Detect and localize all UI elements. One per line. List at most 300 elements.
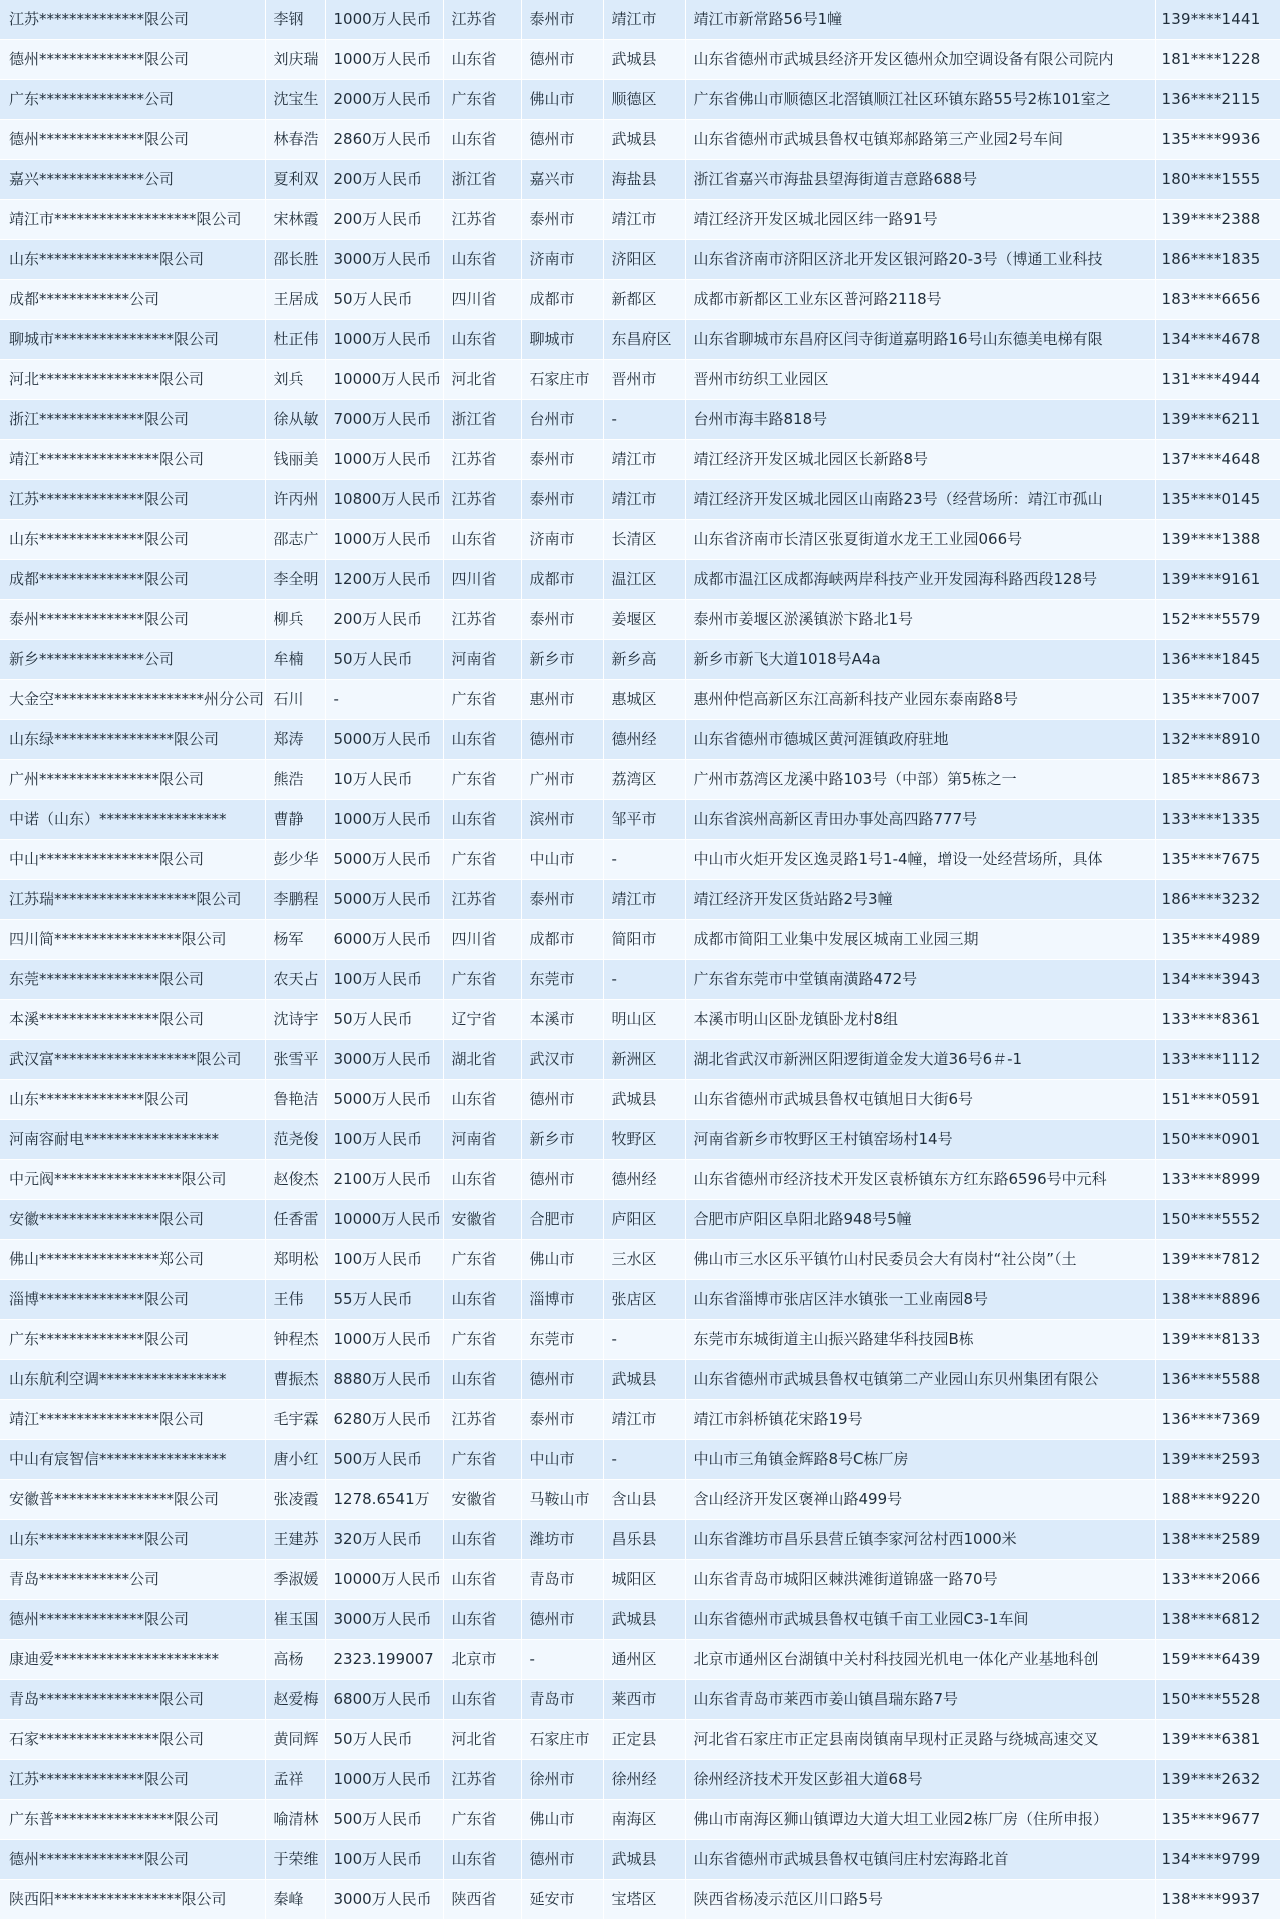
district-cell: 昌乐县 <box>603 1520 685 1560</box>
province-cell: 山东省 <box>443 1360 521 1400</box>
registered-capital-cell: 7000万人民币 <box>325 400 443 440</box>
registered-capital-cell: 5000万人民币 <box>325 1080 443 1120</box>
phone-cell: 139****2593 <box>1155 1440 1280 1480</box>
city-cell: 石家庄市 <box>521 360 603 400</box>
province-cell: 江苏省 <box>443 880 521 920</box>
contact-name-cell: 许丙州 <box>265 480 325 520</box>
contact-name-cell: 喻清林 <box>265 1800 325 1840</box>
province-cell: 广东省 <box>443 680 521 720</box>
company-name-cell: 山东**************限公司 <box>0 520 265 560</box>
table-row <box>0 560 1280 600</box>
table-row <box>0 1160 1280 1200</box>
contact-name-cell: 熊浩 <box>265 760 325 800</box>
province-cell: 广东省 <box>443 1800 521 1840</box>
province-cell: 广东省 <box>443 1240 521 1280</box>
address-cell: 山东省德州市武城县鲁权屯镇千亩工业园C3-1车间 <box>685 1600 1155 1640</box>
district-cell: 姜堰区 <box>603 600 685 640</box>
province-cell: 广东省 <box>443 1320 521 1360</box>
contact-name-cell: 鲁艳洁 <box>265 1080 325 1120</box>
company-name-cell: 青岛****************限公司 <box>0 1680 265 1720</box>
table-row <box>0 1400 1280 1440</box>
city-cell: 德州市 <box>521 1360 603 1400</box>
registered-capital-cell: 500万人民币 <box>325 1440 443 1480</box>
province-cell: 四川省 <box>443 280 521 320</box>
registered-capital-cell: 5000万人民币 <box>325 720 443 760</box>
district-cell: 温江区 <box>603 560 685 600</box>
city-cell: 德州市 <box>521 1840 603 1880</box>
phone-cell: 133****1335 <box>1155 800 1280 840</box>
company-name-cell: 本溪****************限公司 <box>0 1000 265 1040</box>
contact-name-cell: 李全明 <box>265 560 325 600</box>
registered-capital-cell: 3000万人民币 <box>325 1600 443 1640</box>
city-cell: 武汉市 <box>521 1040 603 1080</box>
district-cell: 庐阳区 <box>603 1200 685 1240</box>
contact-name-cell: 任香雷 <box>265 1200 325 1240</box>
table-row <box>0 120 1280 160</box>
address-cell: 成都市温江区成都海峡两岸科技产业开发园海科路西段128号 <box>685 560 1155 600</box>
province-cell: 河北省 <box>443 1720 521 1760</box>
registered-capital-cell: 1000万人民币 <box>325 1320 443 1360</box>
province-cell: 广东省 <box>443 840 521 880</box>
company-name-cell: 青岛************公司 <box>0 1560 265 1600</box>
address-cell: 北京市通州区台湖镇中关村科技园光机电一体化产业基地科创 <box>685 1640 1155 1680</box>
address-cell: 成都市新都区工业东区普河路2118号 <box>685 280 1155 320</box>
contact-name-cell: 杨军 <box>265 920 325 960</box>
city-cell: 嘉兴市 <box>521 160 603 200</box>
district-cell: 德州经 <box>603 720 685 760</box>
phone-cell: 139****2388 <box>1155 200 1280 240</box>
table-row <box>0 1840 1280 1880</box>
company-name-cell: 佛山****************郑公司 <box>0 1240 265 1280</box>
registered-capital-cell: 10万人民币 <box>325 760 443 800</box>
phone-cell: 181****1228 <box>1155 40 1280 80</box>
registered-capital-cell: 10000万人民币 <box>325 360 443 400</box>
company-name-cell: 康迪爱********************** <box>0 1640 265 1680</box>
district-cell: 济阳区 <box>603 240 685 280</box>
registered-capital-cell: 55万人民币 <box>325 1280 443 1320</box>
phone-cell: 139****9161 <box>1155 560 1280 600</box>
city-cell: 佛山市 <box>521 1240 603 1280</box>
contact-name-cell: 毛宇霖 <box>265 1400 325 1440</box>
company-name-cell: 中元阀*****************限公司 <box>0 1160 265 1200</box>
province-cell: 河南省 <box>443 640 521 680</box>
province-cell: 江苏省 <box>443 480 521 520</box>
province-cell: 四川省 <box>443 560 521 600</box>
city-cell: 新乡市 <box>521 1120 603 1160</box>
contact-name-cell: 夏利双 <box>265 160 325 200</box>
district-cell: 张店区 <box>603 1280 685 1320</box>
province-cell: 江苏省 <box>443 200 521 240</box>
registered-capital-cell: 500万人民币 <box>325 1800 443 1840</box>
company-name-cell: 大金空********************州分公司 <box>0 680 265 720</box>
address-cell: 山东省德州市武城县鲁权屯镇第二产业园山东贝州集团有限公 <box>685 1360 1155 1400</box>
table-row <box>0 720 1280 760</box>
province-cell: 江苏省 <box>443 600 521 640</box>
address-cell: 山东省德州市武城县鲁权屯镇闫庄村宏海路北首 <box>685 1840 1155 1880</box>
contact-name-cell: 孟祥 <box>265 1760 325 1800</box>
table-row <box>0 520 1280 560</box>
city-cell: 济南市 <box>521 240 603 280</box>
company-name-cell: 浙江**************限公司 <box>0 400 265 440</box>
district-cell: - <box>603 400 685 440</box>
district-cell: 靖江市 <box>603 480 685 520</box>
address-cell: 佛山市三水区乐平镇竹山村民委员会大有岗村“社公岗”（土 <box>685 1240 1155 1280</box>
province-cell: 四川省 <box>443 920 521 960</box>
address-cell: 广东省东莞市中堂镇南潢路472号 <box>685 960 1155 1000</box>
phone-cell: 135****9936 <box>1155 120 1280 160</box>
company-name-cell: 山东****************限公司 <box>0 240 265 280</box>
contact-name-cell: 于荣维 <box>265 1840 325 1880</box>
contact-name-cell: 秦峰 <box>265 1880 325 1920</box>
company-name-cell: 中诺（山东）***************** <box>0 800 265 840</box>
contact-name-cell: 杜正伟 <box>265 320 325 360</box>
district-cell: 徐州经 <box>603 1760 685 1800</box>
province-cell: 山东省 <box>443 1160 521 1200</box>
table-row <box>0 200 1280 240</box>
company-name-cell: 新乡**************公司 <box>0 640 265 680</box>
company-name-cell: 四川简*****************限公司 <box>0 920 265 960</box>
registered-capital-cell: 200万人民币 <box>325 160 443 200</box>
city-cell: 东莞市 <box>521 960 603 1000</box>
table-row <box>0 1320 1280 1360</box>
address-cell: 靖江经济开发区城北园区长新路8号 <box>685 440 1155 480</box>
company-name-cell: 广州****************限公司 <box>0 760 265 800</box>
contact-name-cell: 石川 <box>265 680 325 720</box>
district-cell: 靖江市 <box>603 1400 685 1440</box>
province-cell: 陕西省 <box>443 1880 521 1920</box>
phone-cell: 139****2632 <box>1155 1760 1280 1800</box>
address-cell: 山东省德州市武城县鲁权屯镇郑郝路第三产业园2号车间 <box>685 120 1155 160</box>
registered-capital-cell: 1000万人民币 <box>325 440 443 480</box>
registered-capital-cell: 1200万人民币 <box>325 560 443 600</box>
address-cell: 惠州仲恺高新区东江高新科技产业园东泰南路8号 <box>685 680 1155 720</box>
address-cell: 靖江经济开发区城北园区纬一路91号 <box>685 200 1155 240</box>
table-row <box>0 1520 1280 1560</box>
registered-capital-cell: 100万人民币 <box>325 960 443 1000</box>
contact-name-cell: 赵爱梅 <box>265 1680 325 1720</box>
contact-name-cell: 李钢 <box>265 0 325 40</box>
address-cell: 本溪市明山区卧龙镇卧龙村8组 <box>685 1000 1155 1040</box>
table-row <box>0 360 1280 400</box>
contact-name-cell: 范尧俊 <box>265 1120 325 1160</box>
company-name-cell: 成都************公司 <box>0 280 265 320</box>
district-cell: 武城县 <box>603 1360 685 1400</box>
registered-capital-cell: 50万人民币 <box>325 1000 443 1040</box>
district-cell: 三水区 <box>603 1240 685 1280</box>
company-name-cell: 石家****************限公司 <box>0 1720 265 1760</box>
city-cell: 青岛市 <box>521 1560 603 1600</box>
company-name-cell: 安徽****************限公司 <box>0 1200 265 1240</box>
city-cell: 合肥市 <box>521 1200 603 1240</box>
province-cell: 辽宁省 <box>443 1000 521 1040</box>
phone-cell: 139****6381 <box>1155 1720 1280 1760</box>
phone-cell: 136****7369 <box>1155 1400 1280 1440</box>
company-name-cell: 山东航利空调***************** <box>0 1360 265 1400</box>
district-cell: - <box>603 840 685 880</box>
phone-cell: 159****6439 <box>1155 1640 1280 1680</box>
district-cell: 靖江市 <box>603 0 685 40</box>
table-row <box>0 1760 1280 1800</box>
address-cell: 泰州市姜堰区淤溪镇淤卞路北1号 <box>685 600 1155 640</box>
registered-capital-cell: 100万人民币 <box>325 1840 443 1880</box>
registered-capital-cell: 3000万人民币 <box>325 1880 443 1920</box>
province-cell: 安徽省 <box>443 1200 521 1240</box>
district-cell: 长清区 <box>603 520 685 560</box>
phone-cell: 152****5579 <box>1155 600 1280 640</box>
district-cell: - <box>603 1320 685 1360</box>
table-row <box>0 1360 1280 1400</box>
phone-cell: 183****6656 <box>1155 280 1280 320</box>
phone-cell: 186****3232 <box>1155 880 1280 920</box>
contact-name-cell: 刘庆瑞 <box>265 40 325 80</box>
registered-capital-cell: 6000万人民币 <box>325 920 443 960</box>
province-cell: 广东省 <box>443 1440 521 1480</box>
address-cell: 广州市荔湾区龙溪中路103号（中部）第5栋之一 <box>685 760 1155 800</box>
district-cell: 海盐县 <box>603 160 685 200</box>
address-cell: 浙江省嘉兴市海盐县望海街道吉意路688号 <box>685 160 1155 200</box>
contact-name-cell: 崔玉国 <box>265 1600 325 1640</box>
phone-cell: 133****2066 <box>1155 1560 1280 1600</box>
registered-capital-cell: 1000万人民币 <box>325 520 443 560</box>
address-cell: 山东省德州市武城县鲁权屯镇旭日大街6号 <box>685 1080 1155 1120</box>
company-name-cell: 靖江市*******************限公司 <box>0 200 265 240</box>
phone-cell: 188****9220 <box>1155 1480 1280 1520</box>
province-cell: 浙江省 <box>443 160 521 200</box>
address-cell: 河南省新乡市牧野区王村镇窑场村14号 <box>685 1120 1155 1160</box>
district-cell: 武城县 <box>603 1600 685 1640</box>
district-cell: 正定县 <box>603 1720 685 1760</box>
contact-name-cell: 邵志广 <box>265 520 325 560</box>
company-name-cell: 德州**************限公司 <box>0 120 265 160</box>
district-cell: 东昌府区 <box>603 320 685 360</box>
district-cell: 靖江市 <box>603 440 685 480</box>
phone-cell: 136****1845 <box>1155 640 1280 680</box>
district-cell: 新洲区 <box>603 1040 685 1080</box>
contact-name-cell: 李鹏程 <box>265 880 325 920</box>
registered-capital-cell: 5000万人民币 <box>325 880 443 920</box>
city-cell: 潍坊市 <box>521 1520 603 1560</box>
company-name-cell: 江苏瑞*******************限公司 <box>0 880 265 920</box>
province-cell: 山东省 <box>443 800 521 840</box>
phone-cell: 135****9677 <box>1155 1800 1280 1840</box>
province-cell: 北京市 <box>443 1640 521 1680</box>
province-cell: 山东省 <box>443 1280 521 1320</box>
table-row <box>0 80 1280 120</box>
contact-name-cell: 钱丽美 <box>265 440 325 480</box>
phone-cell: 136****2115 <box>1155 80 1280 120</box>
district-cell: 明山区 <box>603 1000 685 1040</box>
phone-cell: 134****4678 <box>1155 320 1280 360</box>
address-cell: 湖北省武汉市新洲区阳逻街道金发大道36号6＃-1 <box>685 1040 1155 1080</box>
registered-capital-cell: 6800万人民币 <box>325 1680 443 1720</box>
address-cell: 山东省济南市长清区张夏街道水龙王工业园066号 <box>685 520 1155 560</box>
table-row <box>0 1480 1280 1520</box>
address-cell: 新乡市新飞大道1018号A4a <box>685 640 1155 680</box>
city-cell: 新乡市 <box>521 640 603 680</box>
company-name-cell: 聊城市****************限公司 <box>0 320 265 360</box>
address-cell: 陕西省杨凌示范区川口路5号 <box>685 1880 1155 1920</box>
district-cell: 新都区 <box>603 280 685 320</box>
registered-capital-cell: - <box>325 680 443 720</box>
phone-cell: 138****9937 <box>1155 1880 1280 1920</box>
table-row <box>0 800 1280 840</box>
city-cell: 马鞍山市 <box>521 1480 603 1520</box>
phone-cell: 139****1388 <box>1155 520 1280 560</box>
table-row <box>0 1120 1280 1160</box>
district-cell: 新乡高 <box>603 640 685 680</box>
city-cell: 泰州市 <box>521 600 603 640</box>
province-cell: 山东省 <box>443 720 521 760</box>
city-cell: 广州市 <box>521 760 603 800</box>
registered-capital-cell: 50万人民币 <box>325 280 443 320</box>
city-cell: 台州市 <box>521 400 603 440</box>
company-name-cell: 陕西阳*****************限公司 <box>0 1880 265 1920</box>
phone-cell: 133****8361 <box>1155 1000 1280 1040</box>
company-name-cell: 山东绿****************限公司 <box>0 720 265 760</box>
contact-name-cell: 徐从敏 <box>265 400 325 440</box>
district-cell: 晋州市 <box>603 360 685 400</box>
province-cell: 河南省 <box>443 1120 521 1160</box>
city-cell: 中山市 <box>521 840 603 880</box>
city-cell: 泰州市 <box>521 0 603 40</box>
company-name-cell: 广东普****************限公司 <box>0 1800 265 1840</box>
phone-cell: 139****1441 <box>1155 0 1280 40</box>
table-row <box>0 840 1280 880</box>
table-row <box>0 1280 1280 1320</box>
address-cell: 成都市简阳工业集中发展区城南工业园三期 <box>685 920 1155 960</box>
table-row <box>0 1000 1280 1040</box>
phone-cell: 132****8910 <box>1155 720 1280 760</box>
address-cell: 山东省聊城市东昌府区闫寺街道嘉明路16号山东德美电梯有限 <box>685 320 1155 360</box>
phone-cell: 138****8896 <box>1155 1280 1280 1320</box>
phone-cell: 185****8673 <box>1155 760 1280 800</box>
city-cell: 德州市 <box>521 1160 603 1200</box>
registered-capital-cell: 8880万人民币 <box>325 1360 443 1400</box>
company-name-cell: 江苏**************限公司 <box>0 1760 265 1800</box>
registered-capital-cell: 100万人民币 <box>325 1240 443 1280</box>
registered-capital-cell: 100万人民币 <box>325 1120 443 1160</box>
phone-cell: 133****1112 <box>1155 1040 1280 1080</box>
contact-name-cell: 宋林霞 <box>265 200 325 240</box>
province-cell: 江苏省 <box>443 1760 521 1800</box>
table-row <box>0 280 1280 320</box>
contact-name-cell: 王伟 <box>265 1280 325 1320</box>
table-row <box>0 600 1280 640</box>
registered-capital-cell: 200万人民币 <box>325 200 443 240</box>
address-cell: 徐州经济技术开发区彭祖大道68号 <box>685 1760 1155 1800</box>
district-cell: 靖江市 <box>603 880 685 920</box>
district-cell: 武城县 <box>603 1840 685 1880</box>
company-name-cell: 泰州**************限公司 <box>0 600 265 640</box>
city-cell: 青岛市 <box>521 1680 603 1720</box>
table-row <box>0 640 1280 680</box>
district-cell: 武城县 <box>603 40 685 80</box>
address-cell: 山东省潍坊市昌乐县营丘镇李家河岔村西1000米 <box>685 1520 1155 1560</box>
contact-name-cell: 张雪平 <box>265 1040 325 1080</box>
city-cell: 惠州市 <box>521 680 603 720</box>
address-cell: 靖江经济开发区货站路2号3幢 <box>685 880 1155 920</box>
contact-name-cell: 沈诗宇 <box>265 1000 325 1040</box>
province-cell: 山东省 <box>443 1840 521 1880</box>
city-cell: 德州市 <box>521 720 603 760</box>
contact-name-cell: 牟楠 <box>265 640 325 680</box>
city-cell: - <box>521 1640 603 1680</box>
company-name-cell: 靖江****************限公司 <box>0 440 265 480</box>
table-row <box>0 1200 1280 1240</box>
address-cell: 东莞市东城街道主山振兴路建华科技园B栋 <box>685 1320 1155 1360</box>
contact-name-cell: 唐小红 <box>265 1440 325 1480</box>
address-cell: 含山经济开发区褒禅山路499号 <box>685 1480 1155 1520</box>
company-name-cell: 江苏**************限公司 <box>0 0 265 40</box>
contact-name-cell: 钟程杰 <box>265 1320 325 1360</box>
table-row <box>0 440 1280 480</box>
contact-name-cell: 林春浩 <box>265 120 325 160</box>
district-cell: 莱西市 <box>603 1680 685 1720</box>
address-cell: 中山市火炬开发区逸灵路1号1-4幢，增设一处经营场所，具体 <box>685 840 1155 880</box>
registered-capital-cell: 6280万人民币 <box>325 1400 443 1440</box>
province-cell: 山东省 <box>443 120 521 160</box>
table-row <box>0 40 1280 80</box>
district-cell: 武城县 <box>603 1080 685 1120</box>
phone-cell: 131****4944 <box>1155 360 1280 400</box>
city-cell: 成都市 <box>521 920 603 960</box>
registered-capital-cell: 2100万人民币 <box>325 1160 443 1200</box>
company-name-cell: 靖江****************限公司 <box>0 1400 265 1440</box>
table-row <box>0 400 1280 440</box>
city-cell: 泰州市 <box>521 880 603 920</box>
contact-name-cell: 柳兵 <box>265 600 325 640</box>
table-row <box>0 1560 1280 1600</box>
district-cell: 通州区 <box>603 1640 685 1680</box>
address-cell: 靖江经济开发区城北园区山南路23号（经营场所：靖江市孤山 <box>685 480 1155 520</box>
table-row <box>0 920 1280 960</box>
registered-capital-cell: 1278.6541万 <box>325 1480 443 1520</box>
district-cell: 武城县 <box>603 120 685 160</box>
address-cell: 广东省佛山市顺德区北滘镇顺江社区环镇东路55号2栋101室之 <box>685 80 1155 120</box>
city-cell: 成都市 <box>521 560 603 600</box>
province-cell: 广东省 <box>443 80 521 120</box>
province-cell: 山东省 <box>443 240 521 280</box>
contact-name-cell: 农天占 <box>265 960 325 1000</box>
table-row <box>0 240 1280 280</box>
table-row <box>0 1240 1280 1280</box>
address-cell: 佛山市南海区狮山镇谭边大道大坦工业园2栋厂房（住所申报） <box>685 1800 1155 1840</box>
city-cell: 佛山市 <box>521 1800 603 1840</box>
registered-capital-cell: 1000万人民币 <box>325 800 443 840</box>
registered-capital-cell: 50万人民币 <box>325 1720 443 1760</box>
district-cell: 南海区 <box>603 1800 685 1840</box>
phone-cell: 133****8999 <box>1155 1160 1280 1200</box>
district-cell: - <box>603 960 685 1000</box>
company-name-cell: 德州**************限公司 <box>0 1840 265 1880</box>
province-cell: 山东省 <box>443 320 521 360</box>
province-cell: 山东省 <box>443 1520 521 1560</box>
company-name-cell: 江苏**************限公司 <box>0 480 265 520</box>
registered-capital-cell: 2323.199007 <box>325 1640 443 1680</box>
city-cell: 泰州市 <box>521 440 603 480</box>
province-cell: 江苏省 <box>443 440 521 480</box>
registered-capital-cell: 5000万人民币 <box>325 840 443 880</box>
city-cell: 泰州市 <box>521 1400 603 1440</box>
phone-cell: 134****9799 <box>1155 1840 1280 1880</box>
district-cell: 宝塔区 <box>603 1880 685 1920</box>
province-cell: 江苏省 <box>443 1400 521 1440</box>
company-name-cell: 淄博**************限公司 <box>0 1280 265 1320</box>
table-row <box>0 0 1280 40</box>
company-name-cell: 中山****************限公司 <box>0 840 265 880</box>
phone-cell: 136****5588 <box>1155 1360 1280 1400</box>
table-row <box>0 1440 1280 1480</box>
